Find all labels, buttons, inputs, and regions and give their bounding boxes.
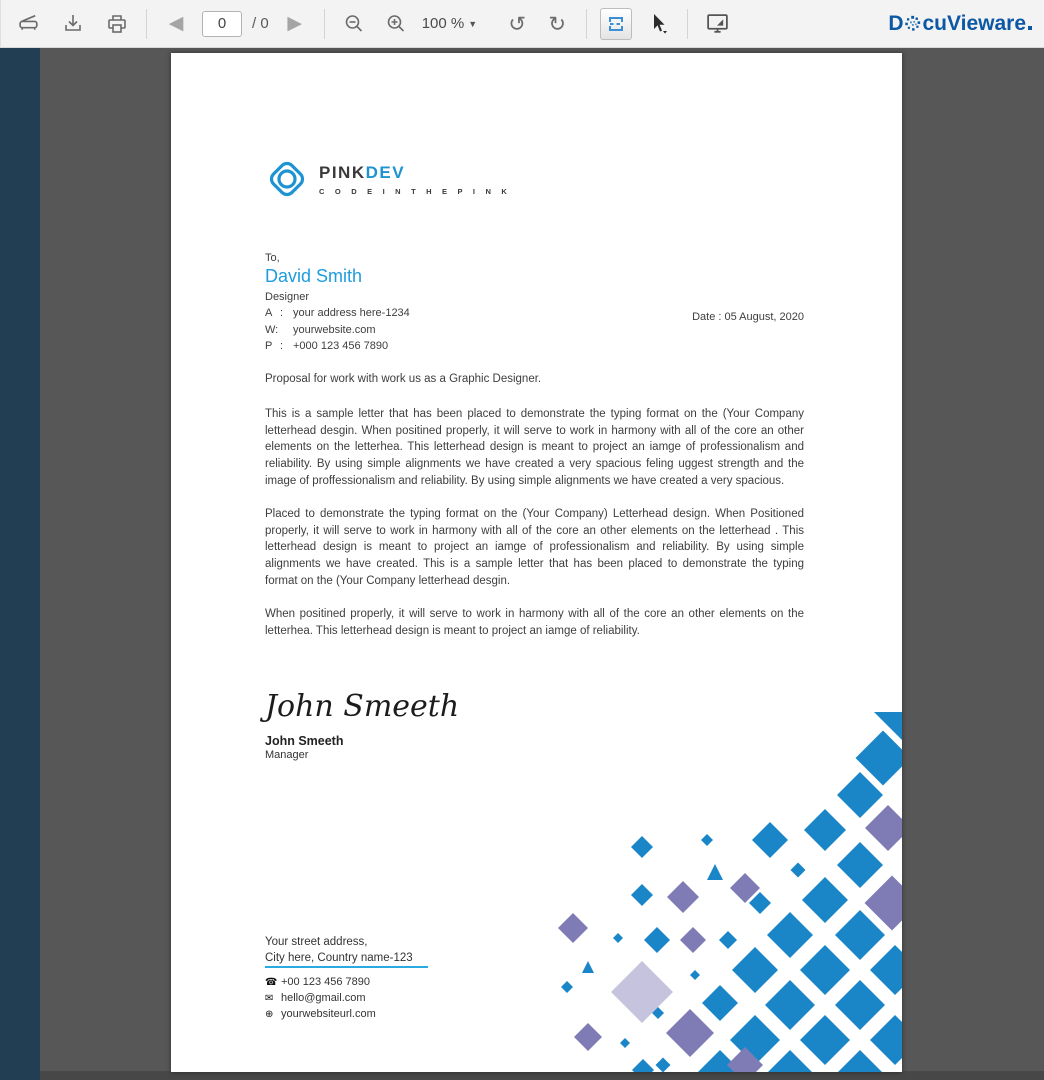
- body-paragraph-2: Placed to demonstrate the typing format on the (Your Company) Letterhead design. When Positioned properly, it will serve to work in harmony with all of the core an other elements on the letterhead . This letterhead design is meant to project an iamge of professionalism and reliability. By using simple alignments we have created. This is a sample letter that has been placed to demonstrate the typing format on the (Your Company letterhead desgin.: [265, 508, 804, 587]
- brand-dotted-o-icon: [904, 14, 921, 38]
- footer-phone-row: [265, 974, 376, 990]
- subject-line: Proposal for work with work us as a Graphic Designer.: [265, 373, 542, 385]
- prev-page-icon: ◀: [168, 13, 184, 34]
- recipient-name: David Smith: [265, 266, 363, 286]
- pinkdev-diamond-icon: [265, 157, 309, 201]
- next-page-icon: ▶: [287, 13, 302, 34]
- zoom-out-icon: [342, 12, 366, 36]
- letterhead-logo: [265, 157, 511, 201]
- rotate-ccw-icon: ↺: [508, 11, 526, 36]
- document-page[interactable]: [171, 53, 902, 1072]
- footer-address-line2: City here, Country name-123: [265, 951, 413, 964]
- prev-page-button[interactable]: [160, 8, 192, 40]
- download-icon: [61, 12, 85, 36]
- fullscreen-button[interactable]: [701, 8, 733, 40]
- docuvieware-logo: [888, 12, 1032, 36]
- pointer-icon: [646, 12, 670, 36]
- toolbar-separator: [586, 9, 587, 39]
- footer-contact-list: [265, 974, 376, 1022]
- brand-prefix: D: [888, 11, 904, 35]
- scan-button[interactable]: [13, 8, 45, 40]
- toolbar-separator: [687, 9, 688, 39]
- toolbar-separator: [324, 9, 325, 39]
- zoom-in-icon: [384, 12, 408, 36]
- recipient-block: [265, 252, 362, 303]
- body-paragraph-1: This is a sample letter that has been placed to demonstrate the typing format on the (Your Company letterhead desgin. When positined properly, it will serve to work in harmony with all of the core an other elements on the letterhea. This letterhead design is meant to project an iamge of professionalism and reliability. By using simple alignments we have created a very spacious feling uggest strength and the image of proffessionalism and reliability. By using simple alignments we have created a very spacious.: [265, 408, 804, 487]
- globe-icon: ⊕: [265, 1008, 274, 1020]
- contact-value: yourwebsite.com: [293, 323, 376, 336]
- contact-key: A: [265, 307, 273, 320]
- zoom-in-button[interactable]: [380, 8, 412, 40]
- body-paragraph-3: When positined properly, it will serve to work in harmony with all of the core an other elements on the letterhea. This letterhead design is meant to project an iamge of reliability.: [265, 608, 804, 637]
- page-number-input[interactable]: [202, 11, 242, 37]
- zoom-level-label[interactable]: 100 %: [421, 15, 465, 32]
- signature-role: Manager: [265, 749, 309, 761]
- page-total-label: / 0: [252, 15, 269, 32]
- fit-page-icon: [606, 14, 626, 34]
- print-icon: [105, 12, 129, 36]
- contact-value: your address here-1234: [293, 307, 410, 320]
- fullscreen-icon: [705, 11, 730, 36]
- contact-row-website: [265, 322, 410, 339]
- contact-colon: :: [280, 340, 284, 353]
- chevron-down-icon[interactable]: ▼: [468, 18, 478, 29]
- contact-value: +000 123 456 7890: [293, 340, 389, 353]
- diamond-pattern-graphic: [422, 712, 902, 1072]
- rotate-cw-button[interactable]: [541, 8, 573, 40]
- recipient-role: Designer: [265, 291, 310, 303]
- company-name-pink: PINK: [319, 163, 366, 182]
- phone-icon: ☎: [265, 976, 278, 988]
- download-button[interactable]: [57, 8, 89, 40]
- footer-phone: +00 123 456 7890: [281, 976, 371, 988]
- thumbnail-side-panel[interactable]: [0, 48, 40, 1080]
- horizontal-scrollbar[interactable]: [40, 1071, 1044, 1080]
- brand-period: [1028, 26, 1032, 30]
- pointer-tool-button[interactable]: [642, 8, 674, 40]
- contact-row-address: [265, 305, 410, 322]
- footer-email-row: [265, 990, 376, 1006]
- footer-website-row: [265, 1006, 376, 1022]
- footer-divider: [265, 966, 428, 968]
- rotate-cw-icon: ↻: [548, 11, 566, 36]
- contact-row-phone: [265, 338, 410, 355]
- signature-name: John Smeeth: [265, 734, 344, 748]
- company-name: [319, 163, 511, 183]
- next-page-button[interactable]: [279, 8, 311, 40]
- fit-page-button[interactable]: [600, 8, 632, 40]
- footer-address-line1: Your street address,: [265, 936, 368, 948]
- date-line: Date : 05 August, 2020: [692, 311, 804, 323]
- contact-key: W:: [265, 323, 279, 336]
- footer-website: yourwebsiteurl.com: [281, 1008, 376, 1020]
- print-button[interactable]: [101, 8, 133, 40]
- brand-suffix: cuVieware: [922, 11, 1026, 35]
- scan-icon: [17, 11, 42, 36]
- footer-email: hello@gmail.com: [281, 992, 366, 1004]
- rotate-ccw-button[interactable]: [501, 8, 533, 40]
- company-tagline: C O D E I N T H E P I N K: [319, 187, 511, 196]
- signature-script: John Smeeth: [265, 689, 460, 724]
- toolbar-separator: [146, 9, 147, 39]
- footer-address: [265, 935, 413, 966]
- toolbar: [0, 0, 1044, 48]
- zoom-out-button[interactable]: [338, 8, 370, 40]
- to-label: To,: [265, 252, 280, 264]
- recipient-contact-block: [265, 305, 410, 355]
- company-name-dev: DEV: [365, 163, 406, 182]
- envelope-icon: ✉: [265, 992, 274, 1004]
- contact-key: P: [265, 340, 273, 353]
- contact-colon: :: [280, 307, 284, 320]
